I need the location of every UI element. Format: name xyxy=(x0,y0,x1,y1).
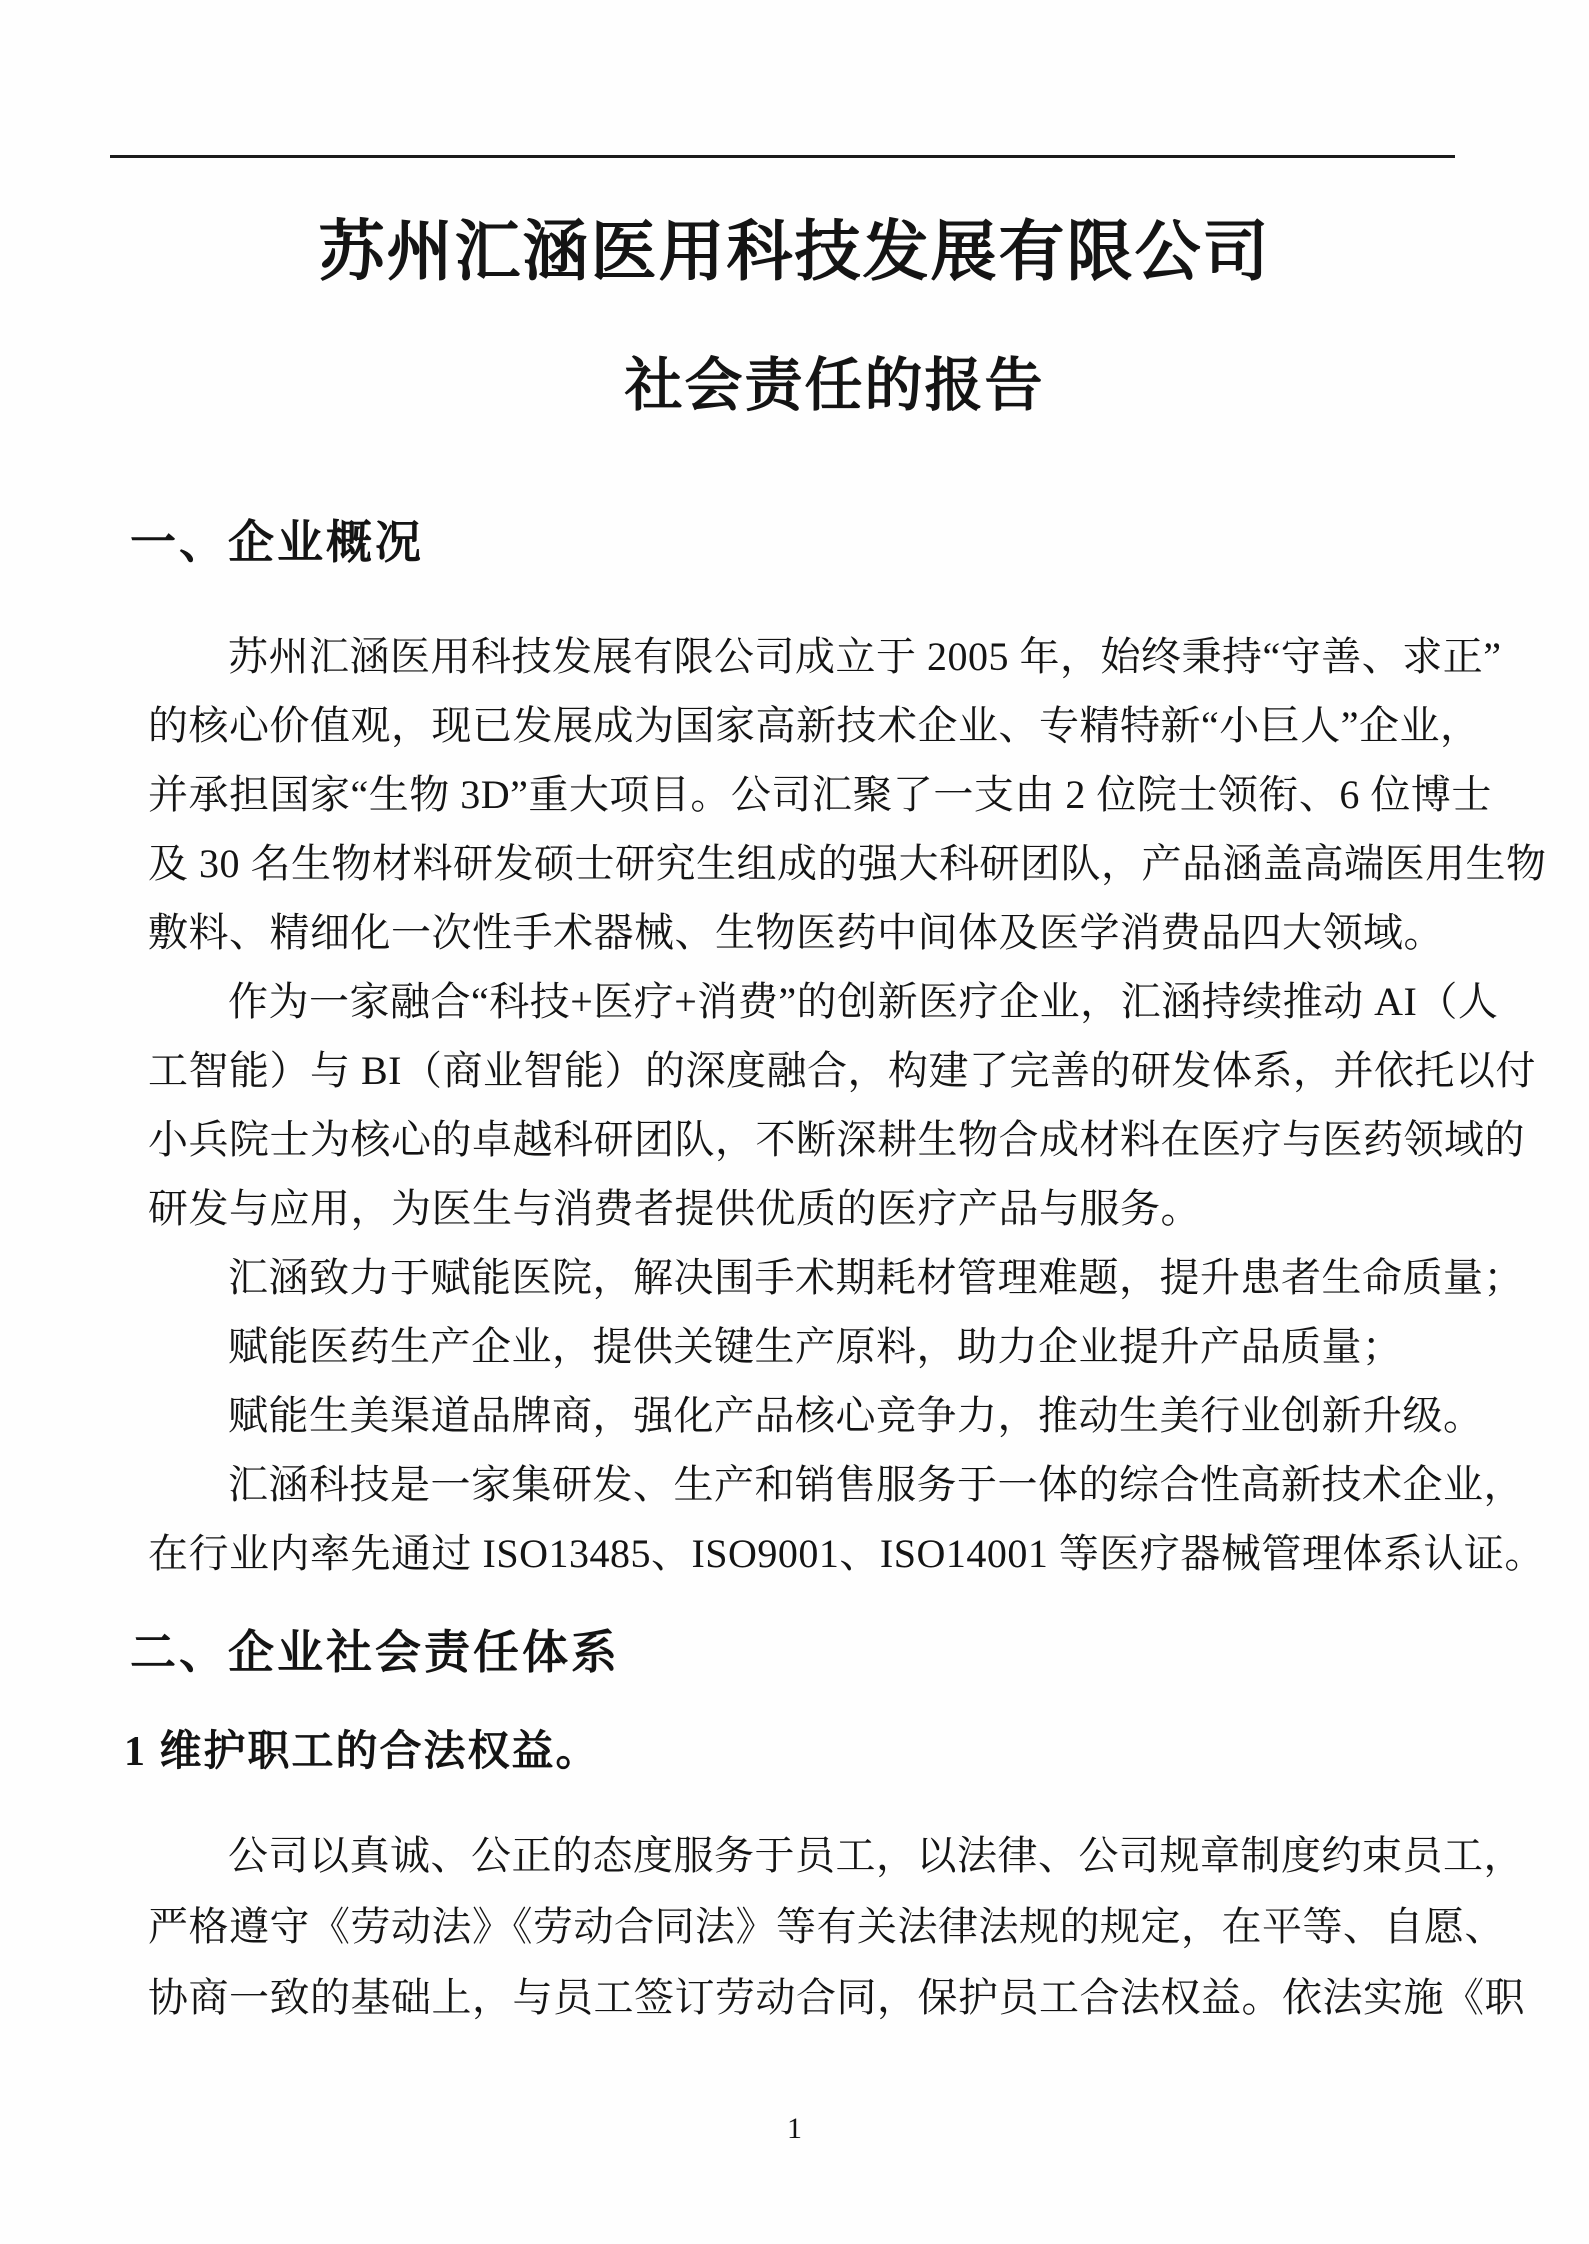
body-line: 小兵院士为核心的卓越科研团队，不断深耕生物合成材料在医疗与医药领域的 xyxy=(148,1117,1525,1162)
body-line: 协商一致的基础上，与员工签订劳动合同，保护员工合法权益。依法实施《职 xyxy=(148,1975,1525,2020)
page-number: 1 xyxy=(787,2112,802,2145)
body-line: 苏州汇涵医用科技发展有限公司成立于 2005 年，始终秉持“守善、求正” xyxy=(228,634,1502,679)
body-line: 严格遵守《劳动法》《劳动合同法》等有关法律法规的规定，在平等、自愿、 xyxy=(148,1904,1505,1949)
body-line: 赋能生美渠道品牌商，强化产品核心竞争力，推动生美行业创新升级。 xyxy=(228,1393,1484,1438)
body-line: 并承担国家“生物 3D”重大项目。公司汇聚了一支由 2 位院士领衔、6 位博士 xyxy=(148,772,1492,817)
body-line: 汇涵致力于赋能医院，解决围手术期耗材管理难题，提升患者生命质量； xyxy=(228,1255,1524,1300)
section-2-body xyxy=(148,1820,1525,2033)
section-2-subheading: 1 维护职工的合法权益。 xyxy=(124,1729,600,1775)
body-line: 敷料、精细化一次性手术器械、生物医药中间体及医学消费品四大领域。 xyxy=(148,910,1444,955)
body-line: 公司以真诚、公正的态度服务于员工，以法律、公司规章制度约束员工， xyxy=(228,1833,1524,1878)
document-title: 苏州汇涵医用科技发展有限公司 xyxy=(318,216,1271,289)
section-1-body xyxy=(148,622,1547,1588)
body-line: 汇涵科技是一家集研发、生产和销售服务于一体的综合性高新技术企业， xyxy=(228,1462,1524,1507)
body-line: 工智能）与 BI（商业智能）的深度融合，构建了完善的研发体系，并依托以付 xyxy=(148,1048,1536,1093)
body-line: 作为一家融合“科技+医疗+消费”的创新医疗企业，汇涵持续推动 AI（人 xyxy=(228,979,1499,1024)
document-subtitle: 社会责任的报告 xyxy=(624,353,1045,418)
body-line: 在行业内率先通过 ISO13485、ISO9001、ISO14001 等医疗器械管理体系认证。 xyxy=(148,1531,1545,1576)
section-2-heading: 二、企业社会责任体系 xyxy=(130,1627,620,1678)
section-1-heading: 一、企业概况 xyxy=(130,517,424,568)
body-line: 研发与应用，为医生与消费者提供优质的医疗产品与服务。 xyxy=(148,1186,1201,1231)
body-line: 及 30 名生物材料研发硕士研究生组成的强大科研团队，产品涵盖高端医用生物 xyxy=(148,841,1547,886)
header-rule xyxy=(110,155,1455,158)
body-line: 的核心价值观，现已发展成为国家高新技术企业、专精特新“小巨人”企业， xyxy=(148,703,1481,748)
body-line: 赋能医药生产企业，提供关键生产原料，助力企业提升产品质量； xyxy=(228,1324,1403,1369)
